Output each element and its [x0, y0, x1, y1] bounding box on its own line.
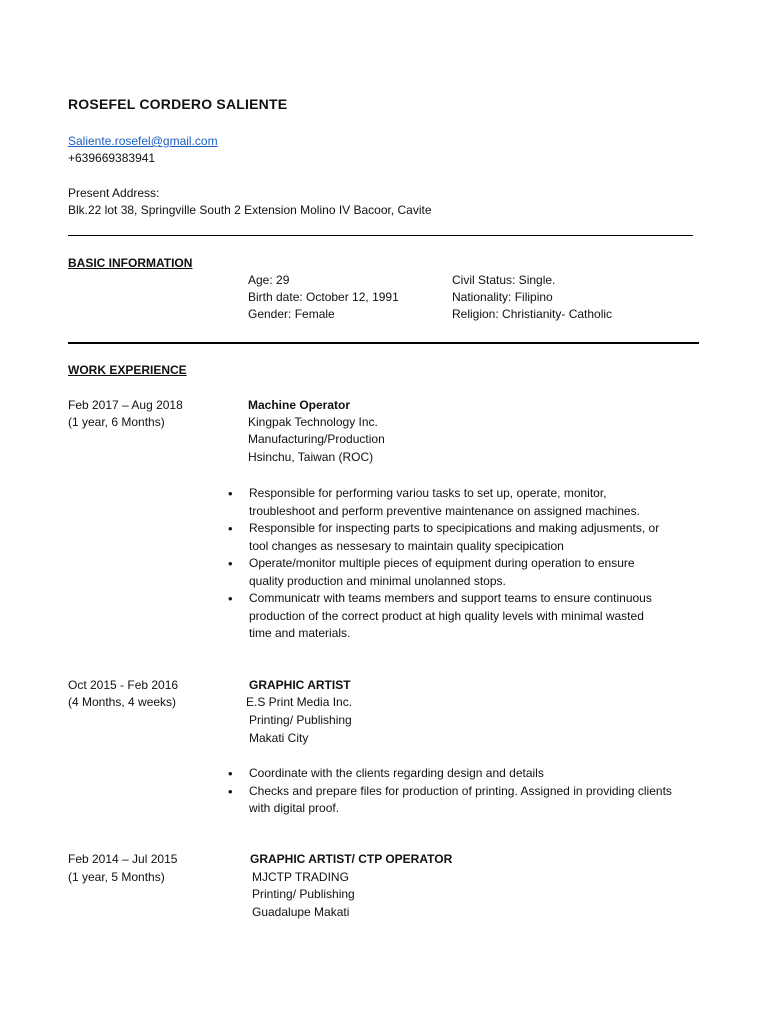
duty-line: quality production and minimal unolanned stops.	[249, 573, 506, 588]
duty-line: production of the correct product at high quality levels with minimal wasted	[249, 608, 644, 623]
resume-name: ROSEFEL CORDERO SALIENTE	[68, 96, 288, 112]
job-dates: Oct 2015 - Feb 2016	[68, 678, 179, 692]
duty-line: • Checks and prepare files for production of printing. Assigned in providing clients	[249, 783, 672, 798]
job-title: Machine Operator	[248, 398, 351, 412]
duty-line: tool changes as nessesary to maintain quality specipication	[249, 538, 564, 553]
job-location: Guadalupe Makati	[252, 905, 350, 919]
work-experience-heading: WORK EXPERIENCE	[68, 363, 187, 377]
job-industry: Printing/ Publishing	[252, 887, 355, 901]
duty-item	[249, 765, 672, 783]
duty-line: • Communicatr with teams members and support teams to ensure continuous	[249, 591, 652, 605]
job-duration: (4 Months, 4 weeks)	[68, 695, 177, 709]
job-duration: (1 year, 6 Months)	[68, 415, 165, 429]
duty-item	[249, 555, 659, 590]
job-company: MJCTP TRADING	[252, 870, 349, 884]
job-duties-list	[249, 765, 672, 818]
duty-line: • Coordinate with the clients regarding design and details	[249, 766, 544, 780]
duty-line: • Responsible for inspecting parts to specipications and making adjusments, or	[249, 521, 660, 535]
nationality-text: Nationality: Filipino	[452, 290, 553, 304]
duty-line: troubleshoot and perform preventive maintenance on assigned machines.	[249, 503, 640, 518]
job-title: GRAPHIC ARTIST	[249, 678, 351, 692]
job-location: Makati City	[249, 731, 309, 745]
job-dates: Feb 2017 – Aug 2018	[68, 398, 183, 412]
divider-line	[68, 342, 699, 344]
email-link[interactable]: Saliente.rosefel@gmail.com	[68, 134, 218, 148]
job-company: Kingpak Technology Inc.	[248, 415, 378, 429]
job-industry: Manufacturing/Production	[248, 432, 385, 446]
job-duration: (1 year, 5 Months)	[68, 870, 165, 884]
duty-item	[249, 590, 659, 643]
religion-text: Religion: Christianity- Catholic	[452, 307, 613, 321]
address-label: Present Address:	[68, 186, 160, 200]
address-text: Blk.22 lot 38, Springville South 2 Extension Molino IV Bacoor, Cavite	[68, 203, 432, 217]
basic-info-heading: BASIC INFORMATION	[68, 256, 193, 270]
gender-text: Gender: Female	[248, 307, 335, 321]
age-text: Age: 29	[248, 273, 290, 287]
civil-status-text: Civil Status: Single.	[452, 273, 556, 287]
duty-line: time and materials.	[249, 626, 351, 640]
duty-line: • Operate/monitor multiple pieces of equipment during operation to ensure	[249, 556, 635, 570]
phone-number: +639669383941	[68, 151, 156, 165]
job-duties-list	[249, 485, 659, 643]
duty-line: with digital proof.	[249, 801, 340, 815]
birth-date-text: Birth date: October 12, 1991	[248, 290, 399, 304]
job-company: E.S Print Media Inc.	[246, 695, 353, 709]
duty-item	[249, 783, 672, 818]
duty-item	[249, 485, 659, 520]
duty-line: • Responsible for performing variou tasks to set up, operate, monitor,	[249, 486, 607, 500]
divider-line	[68, 235, 693, 236]
job-title: GRAPHIC ARTIST/ CTP OPERATOR	[250, 852, 453, 866]
job-industry: Printing/ Publishing	[249, 713, 352, 727]
duty-item	[249, 520, 659, 555]
job-location: Hsinchu, Taiwan (ROC)	[248, 450, 374, 464]
job-dates: Feb 2014 – Jul 2015	[68, 852, 178, 866]
